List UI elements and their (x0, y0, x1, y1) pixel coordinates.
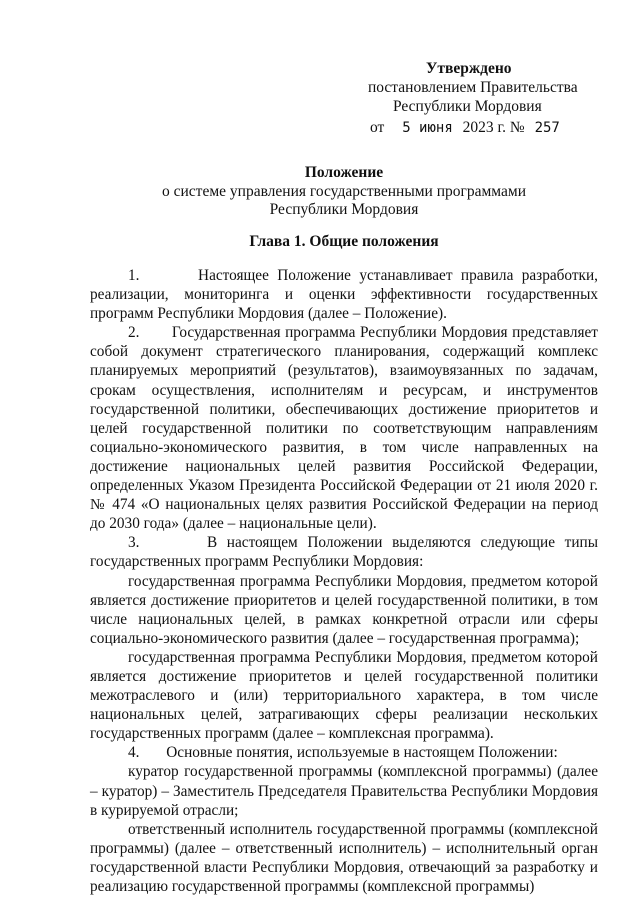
document-title-block (90, 164, 598, 220)
approval-line-republic: Республики Мордовия (393, 98, 542, 115)
document-subtitle-line-1: о системе управления государственными программами (162, 182, 526, 200)
chapter-heading: Глава 1. Общие положения (249, 233, 439, 250)
approval-number: 257 (534, 120, 560, 136)
paragraph-3: 3. В настоящем Положении выделяются следующие типы государственных программ Республики Мордовия: (90, 534, 598, 571)
paragraph-4: 4. Основные понятия, используемые в настоящем Положении: (128, 744, 558, 762)
approval-date-line (370, 118, 600, 137)
paragraph-4-executor: ответственный исполнитель государственной программы (комплексной программы) (далее – ответственный исполнитель) – исполнительный орган государственной власти Республики Мордовия, отвечающий за разработку и реализацию государственной программы (комплексной программы) (90, 820, 598, 895)
paragraph-2: 2. Государственная программа Республики Мордовия представляет собой документ стратегического планирования, содержащий комплекс планируемых мероприятий (результатов), взаимоувязанных по задачам, срокам осуществления, исполнителям и ресурсам, и инструментов государственной политики, обеспечивающих достижение приоритетов и целей государственной политики по соответствующим направлениям социально-экономического развития, в том числе направленных на достижение национальных целей развития Российской Федерации, определенных Указом Президента Российской Федерации от 21 июля 2020 г. № 474 «О национальных целях развития Российской Федерации на период до 2030 года» (далее – национальные цели). (90, 324, 598, 533)
document-subtitle-line-2: Республики Мордовия (269, 201, 419, 218)
approval-date-day-month: 5 июня (402, 120, 453, 136)
approval-line-resolution: постановлением Правительства (368, 79, 578, 96)
approval-title: Утверждено (426, 60, 512, 77)
paragraph-4-curator: куратор государственной программы (комплексной программы) (далее – куратор) – Заместитель Председателя Правительства Республики Мордовия в курируемой отрасли; (90, 763, 598, 819)
approval-date-prefix: от (370, 119, 385, 136)
paragraph-3-type-2: государственная программа Республики Мордовия, предметом которой является достижение приоритетов и целей государственной политики межотраслевого и (или) территориального характера, в том числе национальных целей, затрагивающих сферы реализации нескольких государственных программ (далее – комплексная программа). (90, 648, 598, 743)
paragraph-1: 1. Настоящее Положение устанавливает правила разработки, реализации, мониторинга и оценки эффективности государственных программ Республики Мордовия (далее – Положение). (90, 267, 598, 323)
approval-date-year: 2023 г. № (462, 119, 525, 136)
document-body (90, 266, 598, 896)
paragraph-3-type-1: государственная программа Республики Мордовия, предметом которой является достижение приоритетов и целей государственной политики, в том числе национальных целей, в рамках конкретной отрасли или сферы социально-экономического развития (далее – государственная программа); (90, 572, 598, 647)
document-name: Положение (304, 164, 384, 181)
approval-block (360, 59, 590, 135)
